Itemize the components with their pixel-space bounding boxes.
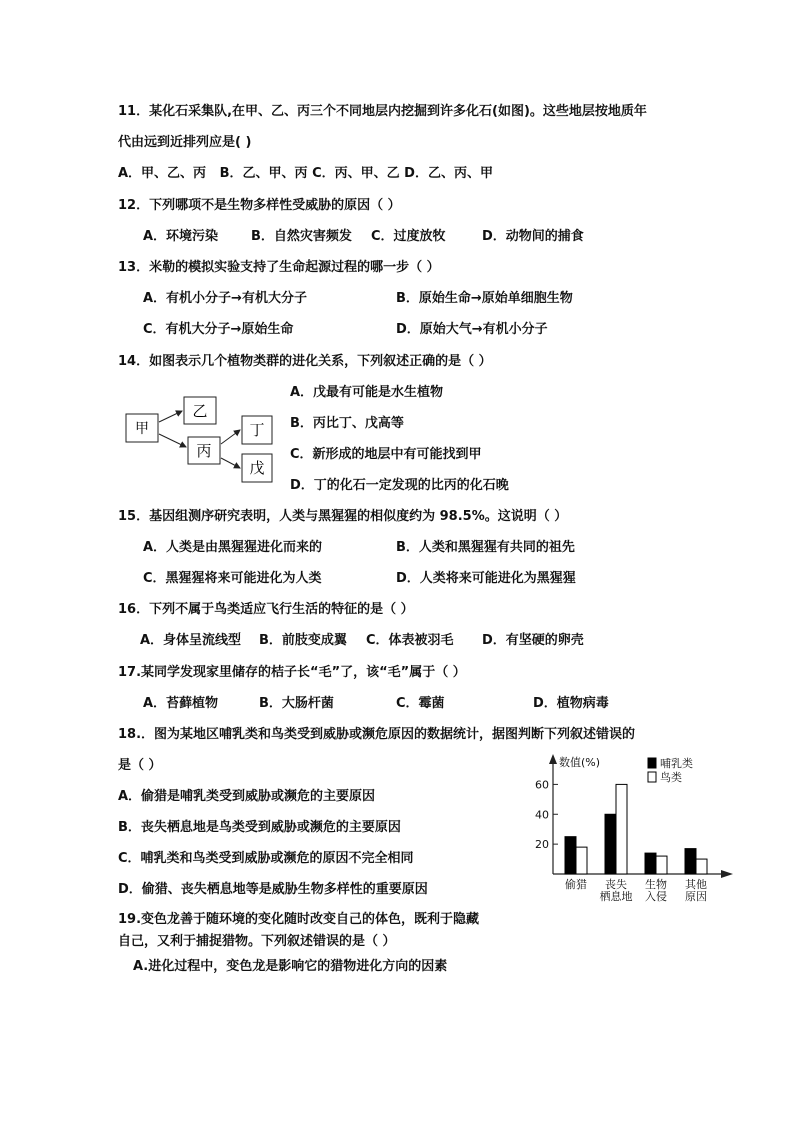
q14-stem: 14．如图表示几个植物类群的进化关系，下列叙述正确的是（ ） — [118, 354, 492, 369]
q16-option-b: B．前肢变成翼 — [259, 633, 347, 648]
q17-option-b: B．大肠杆菌 — [259, 696, 334, 711]
q15-option-a: A．人类是由黑猩猩进化而来的 — [143, 540, 323, 555]
bar-mammal — [645, 853, 656, 874]
q16-option-c: C．体表被羽毛 — [366, 633, 454, 648]
q13-option-a: A．有机小分子→有机大分子 — [143, 291, 307, 306]
q11-option-a: A．甲、乙、丙 — [118, 166, 207, 181]
q14-option-a: A．戊最有可能是水生植物 — [290, 385, 444, 400]
q12-stem: 12．下列哪项不是生物多样性受威胁的原因（ ） — [118, 198, 401, 213]
y-tick-label: 20 — [535, 838, 549, 852]
x-tick-label: 其他 — [685, 878, 707, 891]
q19-stem-line1: 19.变色龙善于随环境的变化随时改变自己的体色，既利于隐藏 — [118, 912, 480, 927]
q13-option-d: D．原始大气→有机小分子 — [396, 322, 548, 337]
q12-option-d: D．动物间的捕食 — [482, 229, 584, 244]
y-tick-label: 60 — [535, 778, 549, 792]
q11-options — [118, 165, 493, 183]
q12-option-c: C．过度放牧 — [371, 229, 446, 244]
q17-stem: 17.某同学发现家里储存的桔子长“毛”了，该“毛”属于（ ） — [118, 665, 466, 680]
q13-stem: 13．米勒的模拟实验支持了生命起源过程的哪一步（ ） — [118, 260, 440, 275]
q18-stem-line2: 是（ ） — [118, 758, 162, 773]
q16-stem: 16．下列不属于鸟类适应飞行生活的特征的是（ ） — [118, 602, 414, 617]
legend-swatch — [648, 772, 656, 782]
x-tick-label: 栖息地 — [599, 890, 633, 903]
q18-option-d: D．偷猎、丧失栖息地等是威胁生物多样性的重要原因 — [118, 882, 428, 897]
legend-swatch — [648, 758, 656, 768]
bar-mammal — [605, 814, 616, 874]
q14-evolution-diagram — [118, 390, 288, 490]
q14-option-d: D．丁的化石一定发现的比丙的化石晚 — [290, 478, 509, 493]
q13-option-b: B．原始生命→原始单细胞生物 — [396, 291, 573, 306]
q18-stem-line1: 18.．图为某地区哺乳类和鸟类受到威胁或濒危原因的数据统计，据图判断下列叙述错误的 — [118, 727, 636, 742]
diagram-label-c: 丙 — [196, 442, 212, 460]
x-axis-arrow — [721, 870, 733, 878]
bar-bird — [696, 859, 707, 874]
q11-option-c: C．丙、甲、乙 — [312, 166, 400, 181]
q18-option-a: A．偷猎是哺乳类受到威胁或濒危的主要原因 — [118, 789, 376, 804]
q17-options — [0, 695, 794, 713]
q17-option-c: C．霉菌 — [396, 696, 445, 711]
q15-option-c: C．黑猩猩将来可能进化为人类 — [143, 571, 322, 586]
bar-mammal — [685, 849, 696, 874]
x-tick-label: 生物 — [645, 878, 667, 891]
q12-options — [0, 228, 794, 246]
q18-option-b: B．丧失栖息地是鸟类受到威胁或濒危的主要原因 — [118, 820, 401, 835]
q19-option-a: A.进化过程中，变色龙是影响它的猎物进化方向的因素 — [133, 959, 448, 974]
x-tick-label: 偷猎 — [565, 878, 587, 891]
q18-bar-chart — [515, 752, 745, 907]
x-tick-label: 原因 — [685, 890, 707, 903]
diagram-label-d: 丁 — [249, 421, 265, 439]
bar-bird — [656, 856, 667, 874]
bar-bird — [576, 847, 587, 874]
q16-option-d: D．有坚硬的卵壳 — [482, 633, 584, 648]
y-axis-label: 数值(%) — [559, 756, 601, 769]
q11-stem-line1: 11．某化石采集队,在甲、乙、丙三个不同地层内挖掘到许多化石(如图)。这些地层按地质年 — [118, 104, 647, 119]
q19-stem-line2: 自己，又利于捕捉猎物。下列叙述错误的是（ ） — [118, 934, 396, 949]
q13-option-c: C．有机大分子→原始生命 — [143, 322, 294, 337]
q11-option-d: D．乙、丙、甲 — [404, 166, 493, 181]
q17-option-a: A．苔藓植物 — [143, 696, 219, 711]
q14-option-b: B．丙比丁、戊高等 — [290, 416, 404, 431]
y-tick-label: 40 — [535, 808, 549, 822]
q14-option-c: C．新形成的地层中有可能找到甲 — [290, 447, 482, 462]
q11-option-b: B．乙、甲、丙 — [219, 166, 308, 181]
bar-bird — [616, 784, 627, 874]
q11-stem-line2: 代由远到近排列应是( ) — [118, 135, 252, 150]
q18-option-c: C．哺乳类和鸟类受到威胁或濒危的原因不完全相同 — [118, 851, 414, 866]
diagram-label-a: 甲 — [135, 421, 149, 437]
q16-option-a: A．身体呈流线型 — [140, 633, 242, 648]
q15-option-b: B．人类和黑猩猩有共同的祖先 — [396, 540, 575, 555]
q17-option-d: D．植物病毒 — [533, 696, 609, 711]
x-tick-label: 入侵 — [645, 890, 667, 903]
q12-option-b: B．自然灾害频发 — [251, 229, 352, 244]
q16-options — [0, 632, 794, 650]
bar-mammal — [565, 837, 576, 874]
x-tick-label: 丧失 — [605, 878, 627, 891]
diagram-label-e: 戊 — [249, 459, 265, 477]
y-axis-arrow — [549, 754, 557, 764]
diagram-label-b: 乙 — [192, 402, 208, 420]
q12-option-a: A．环境污染 — [143, 229, 219, 244]
legend-label: 鸟类 — [660, 771, 682, 784]
q15-option-d: D．人类将来可能进化为黑猩猩 — [396, 571, 576, 586]
legend-label: 哺乳类 — [660, 757, 693, 770]
q15-stem: 15．基因组测序研究表明，人类与黑猩猩的相似度约为 98.5%。这说明（ ） — [118, 509, 568, 524]
